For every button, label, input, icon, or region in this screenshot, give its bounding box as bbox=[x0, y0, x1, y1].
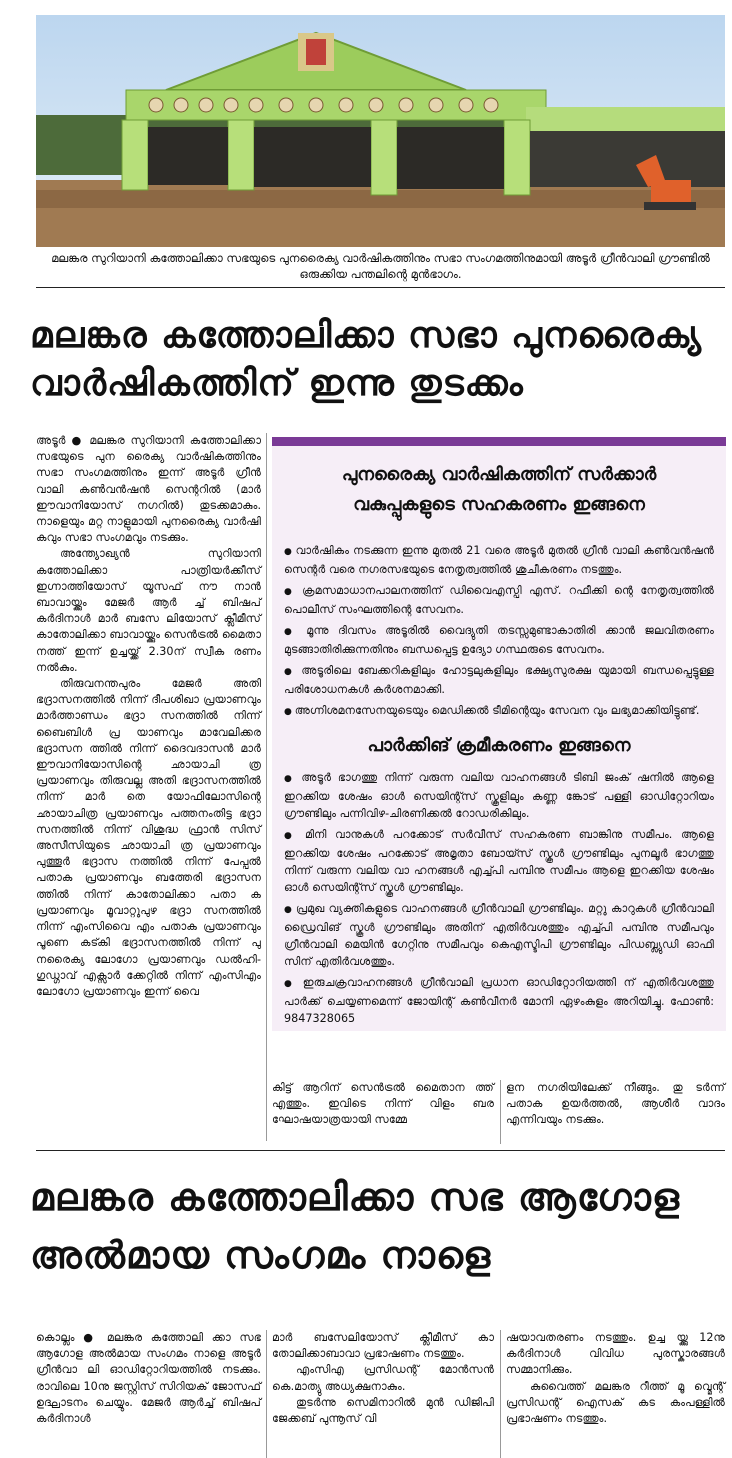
info-box bbox=[272, 437, 726, 1031]
pavilion-illustration bbox=[36, 15, 725, 247]
article-2-column-1 bbox=[36, 1330, 261, 1427]
article-1-column-1 bbox=[36, 433, 261, 1000]
photo-caption: മലങ്കര സുറിയാനി കത്തോലിക്കാ സഭയുടെ പുനരൈക്യ വാർഷികത്തിനും സഭാ സംഗമത്തിനുമായി അടൂർ ഗ്രീൻവാലി ഗ്രൗണ്ടിൽ ഒരുക്കിയ പന്തലിന്റെ മുൻഭാഗം. bbox=[51, 251, 710, 281]
column-divider bbox=[500, 1330, 501, 1458]
section-divider bbox=[36, 1150, 725, 1151]
list-item: ● ക്രമസമാധാനപാലനത്തിന് ഡിവൈഎസ്പി എസ്. റഫീക്കി ന്റെ നേതൃത്വത്തിൽ പൊലീസ് സംഘത്തിന്റെ സേവനം. bbox=[284, 582, 714, 618]
article-2-paragraph: തുടർന്നു സെമിനാറിൽ മുൻ ഡിജിപി ജേക്കബ് പുന്നൂസ് വി bbox=[272, 1395, 494, 1426]
article-1-paragraph: തിരുവനന്തപുരം മേജർ അതി ഭദ്രാസനത്തിൽ നിന്ന് ദീപശിഖാ പ്രയാണവും മാർത്താണ്ഡം ഭദ്രാ സനത്തിൽ നിന്ന് ബൈബിൾ പ്ര യാണവും മാവേലിക്കര ഭദ്രാസന ത്തിൽ നിന്ന് ദൈവദാസൻ മാർ ഈവാനിയോസിന്റെ ഛായാചി ത്ര പ്രയാണവും തിരുവല്ല അതി ഭദ്രാസനത്തിൽ നിന്ന് മാർ തെ യോഫിലോസിന്റെ ഛായാചിത്ര പ്രയാണവും പത്തനംതിട്ട ഭദ്രാ സനത്തിൽ നിന്ന് വിശുദ്ധ ഫ്രാൻ സിസ് അസീസിയുടെ ഛായാചി ത്ര പ്രയാണവും പുത്തൂർ ഭദ്രാസ നത്തിൽ നിന്ന് പേപ്പൽ പതാക പ്രയാണവും ബത്തേരി ഭദ്രാസന ത്തിൽ നിന്ന് കാതോലിക്കാ പതാ ക പ്രയാണവും മൂവാറ്റുപുഴ ഭദ്രാ സനത്തിൽ നിന്ന് എംസിവൈ എം പതാക പ്രയാണവും പൂണെ കട്കി ഭദ്രാസനത്തിൽ നിന്ന് പു നരൈക്യ ലോഗോ പ്രയാണവും ഡൽഹി-ഗുഡ്ഗാവ് എക്സാർ ക്കേറ്റിൽ നിന്ന് എംസിഎം ലോഗോ പ്രയാണവും ഇന്ന് വൈ bbox=[36, 677, 261, 998]
article-1-paragraph: കിട്ട് ആറിന് സെൻട്രൽ മൈതാന ത്ത് എത്തും. ഇവിടെ നിന്ന് വിളം ബര ഘോഷയാത്രയായി സമ്മേ bbox=[272, 1081, 494, 1127]
article-2-paragraph: മാർ ബസേലിയോസ് ക്ലീമീസ് കാ തോലിക്കാബാവാ പ്രഭാഷണം നടത്തും. bbox=[272, 1331, 494, 1361]
article-1-column-3 bbox=[506, 1080, 725, 1129]
pavilion-photo bbox=[36, 15, 725, 247]
headline-2-line-1: മലങ്കര കത്തോലിക്കാ സഭ ആഗോള bbox=[30, 1175, 680, 1219]
cooperation-list bbox=[284, 542, 714, 721]
box-heading-cooperation bbox=[284, 460, 714, 520]
article-1-paragraph: അന്ത്യോഖ്യൻ സുറിയാനി കത്തോലിക്കാ പാത്രിയർക്കീസ് ഇഗ്നാത്തിയോസ് യൂസഫ് നൗ നാൻ ബാവായ്ക്കും മേജർ ആർ ച്ച് ബിഷപ് കർദിനാൾ മാർ ബസേ ലിയോസ് ക്ലീമീസ് കാതോലിക്കാ ബാവായ്ക്കും സെൻട്രൽ മൈതാ നത്ത് ഇന്ന് ഉച്ചയ്ക്ക് 2.30ന് സ്വീക രണം നൽകും. bbox=[36, 547, 261, 674]
list-item: ● അടൂരിലെ ബേക്കറികളിലും ഹോട്ടലുകളിലും ഭക്ഷ്യസുരക്ഷ യുമായി ബന്ധപ്പെട്ടുള്ള പരിശോധനകൾ കർശനമാക്കി. bbox=[284, 662, 714, 698]
column-divider bbox=[266, 1330, 267, 1458]
list-item: ● പ്രമുഖ വ്യക്തികളുടെ വാഹനങ്ങൾ ഗ്രീൻവാലി ഗ്രൗണ്ടിലും. മറ്റു കാറുകൾ ഗ്രീൻവാലി ഡ്രൈവിങ് സ്കൂൾ ഗ്രൗണ്ടിലും അതിന് എതിർവശത്തും എച്ച്പി പമ്പിനു സമീപവും ഗ്രീൻവാലി മെയിൻ ഗേറ്റിനു സമീപവും കെഎസ്ടിപി ഗ്രൗണ്ടിലും പിഡബ്ല്യുഡി ഓഫി സിന് എതിർവശത്തും. bbox=[284, 900, 714, 970]
caption-divider bbox=[36, 287, 725, 288]
article-2-paragraph: കൊല്ലം ● മലങ്കര കത്തോലി ക്കാ സഭ ആഗോള അൽമായ സംഗമം നാളെ അടൂർ ഗ്രീൻവാ ലി ഓഡിറ്റോറിയത്തിൽ നടക്കും. രാവിലെ 10നു ജസ്റ്റിസ് സിറിയക് ജോസഫ് ഉദ്ഘാടനം ചെയ്യും. മേജർ ആർച്ച് ബിഷപ് കർദിനാൾ bbox=[36, 1331, 261, 1426]
article-2-paragraph: കുവൈത്ത് മലങ്കര റീത്ത് മൂ വ്മെന്റ് പ്രസിഡന്റ് ഐസക് കട കംപള്ളിൽ പ്രഭാഷണം നടത്തും. bbox=[506, 1379, 725, 1426]
headline-1 bbox=[30, 312, 730, 408]
list-item: ● ഇരുചക്രവാഹനങ്ങൾ ഗ്രീൻവാലി പ്രധാന ഓഡിറ്റോറിയത്തി ന് എതിർവശത്തു പാർക്ക് ചെയ്യണമെന്ന് ജോയിന്റ് കൺവീനർ മോനി ഏഴംകുളം അറിയിച്ചു. ഫോൺ: 9847328065 bbox=[284, 974, 714, 1027]
list-item: ● അടൂർ ഭാഗത്തു നിന്ന് വരുന്ന വലിയ വാഹനങ്ങൾ ടിബി ജംക് ഷനിൽ ആളെ ഇറക്കിയ ശേഷം ഓൾ സെയിന്റ്സ് സ്കൂളിലും കണ്ണ ങ്കോട് പള്ളി ഓഡിറ്റോറിയം ഗ്രൗണ്ടിലും പന്നിവിഴ-ചിരണിക്കൽ റോഡരികിലും. bbox=[284, 769, 714, 822]
article-1-paragraph: അടൂർ ● മലങ്കര സുറിയാനി കത്തോലിക്കാ സഭയുടെ പുന രൈക്യ വാർഷികത്തിനും സഭാ സംഗമത്തിനും ഇന്ന് അടൂർ ഗ്രീൻ വാലി കൺവൻഷൻ സെന്ററിൽ (മാർ ഈവാനിയോസ് നഗറിൽ) തുടക്കമാകും. നാളെയും മറ്റ നാളുമായി പുനരൈക്യ വാർഷി കവും സഭാ സംഗമവും നടക്കും. bbox=[36, 434, 261, 545]
list-item: ● അഗ്നിശമനസേനയുടെയും മെഡിക്കൽ ടീമിന്റെയും സേവന വും ലഭ്യമാക്കിയിട്ടുണ്ട്. bbox=[284, 702, 714, 721]
list-item: ● വാർഷികം നടക്കുന്ന ഇന്നു മുതൽ 21 വരെ അടൂർ മുതൽ ഗ്രീൻ വാലി കൺവൻഷൻ സെന്റർ വരെ നഗരസഭയുടെ നേതൃത്വത്തിൽ ശുചീകരണം നടത്തും. bbox=[284, 542, 714, 578]
article-2-column-3 bbox=[506, 1330, 725, 1427]
article-2-paragraph: എംസിഎ പ്രസിഡന്റ് മോൻസൻ കെ.മാത്യു അധ്യക്ഷനാകും. bbox=[272, 1363, 494, 1393]
box-heading-line-2: വകുപ്പുകളുടെ സഹകരണം ഇങ്ങനെ bbox=[353, 494, 645, 515]
article-1-paragraph: ളന നഗരിയിലേക്ക് നീങ്ങും. തു ടർന്ന് പതാക ഉയർത്തൽ, ആശീർ വാദം എന്നിവയും നടക്കും. bbox=[506, 1081, 725, 1127]
list-item: ● മിനി വാനുകൾ പറക്കോട് സർവീസ് സഹകരണ ബാങ്കിനു സമീപം. ആളെ ഇറക്കിയ ശേഷം പറക്കോട് അമൃതാ ബോയ്സ് സ്കൂൾ ഗ്രൗണ്ടിലും പുനലൂർ ഭാഗത്തു നിന്ന് വരുന്ന വലിയ വാ ഹനങ്ങൾ എച്ച്പി പമ്പിനു സമീപം ആളെ ഇറക്കിയ ശേഷം ഓൾ സെയിന്റ്സ് സ്കൂൾ ഗ്രൗണ്ടിലും. bbox=[284, 826, 714, 896]
article-2-column-2 bbox=[272, 1330, 494, 1427]
headline-1-line-2: വാർഷികത്തിന് ഇന്നു തുടക്കം bbox=[30, 363, 524, 404]
headline-2 bbox=[30, 1168, 730, 1284]
box-heading-line-1: പുനരൈക്യ വാർഷികത്തിന് സർക്കാർ bbox=[341, 464, 657, 485]
parking-list bbox=[284, 769, 714, 1027]
headline-1-line-1: മലങ്കര കത്തോലിക്കാ സഭാ പുനരൈക്യ bbox=[30, 315, 703, 356]
column-divider bbox=[500, 1080, 501, 1144]
box-heading-parking: പാർക്കിങ് ക്രമീകരണം ഇങ്ങനെ bbox=[367, 735, 631, 756]
headline-2-line-2: അൽമായ സംഗമം നാളെ bbox=[30, 1233, 492, 1277]
article-1-column-2 bbox=[272, 1080, 494, 1129]
column-divider bbox=[266, 433, 267, 1141]
article-2-paragraph: ഷയാവതരണം നടത്തും. ഉച്ച യ്ക്കു 12നു കർദിനാൾ വിവിധ പുരസ്കാരങ്ങൾ സമ്മാനിക്കും. bbox=[506, 1331, 725, 1377]
list-item: ● മൂന്നു ദിവസം അടൂരിൽ വൈദ്യുതി തടസ്സമുണ്ടാകാതിരി ക്കാൻ ജലവിതരണം മുടങ്ങാതിരിക്കുന്നതിനും ബന്ധപ്പെട്ട ഉദ്യോ ഗസ്ഥരുടെ സേവനം. bbox=[284, 622, 714, 658]
